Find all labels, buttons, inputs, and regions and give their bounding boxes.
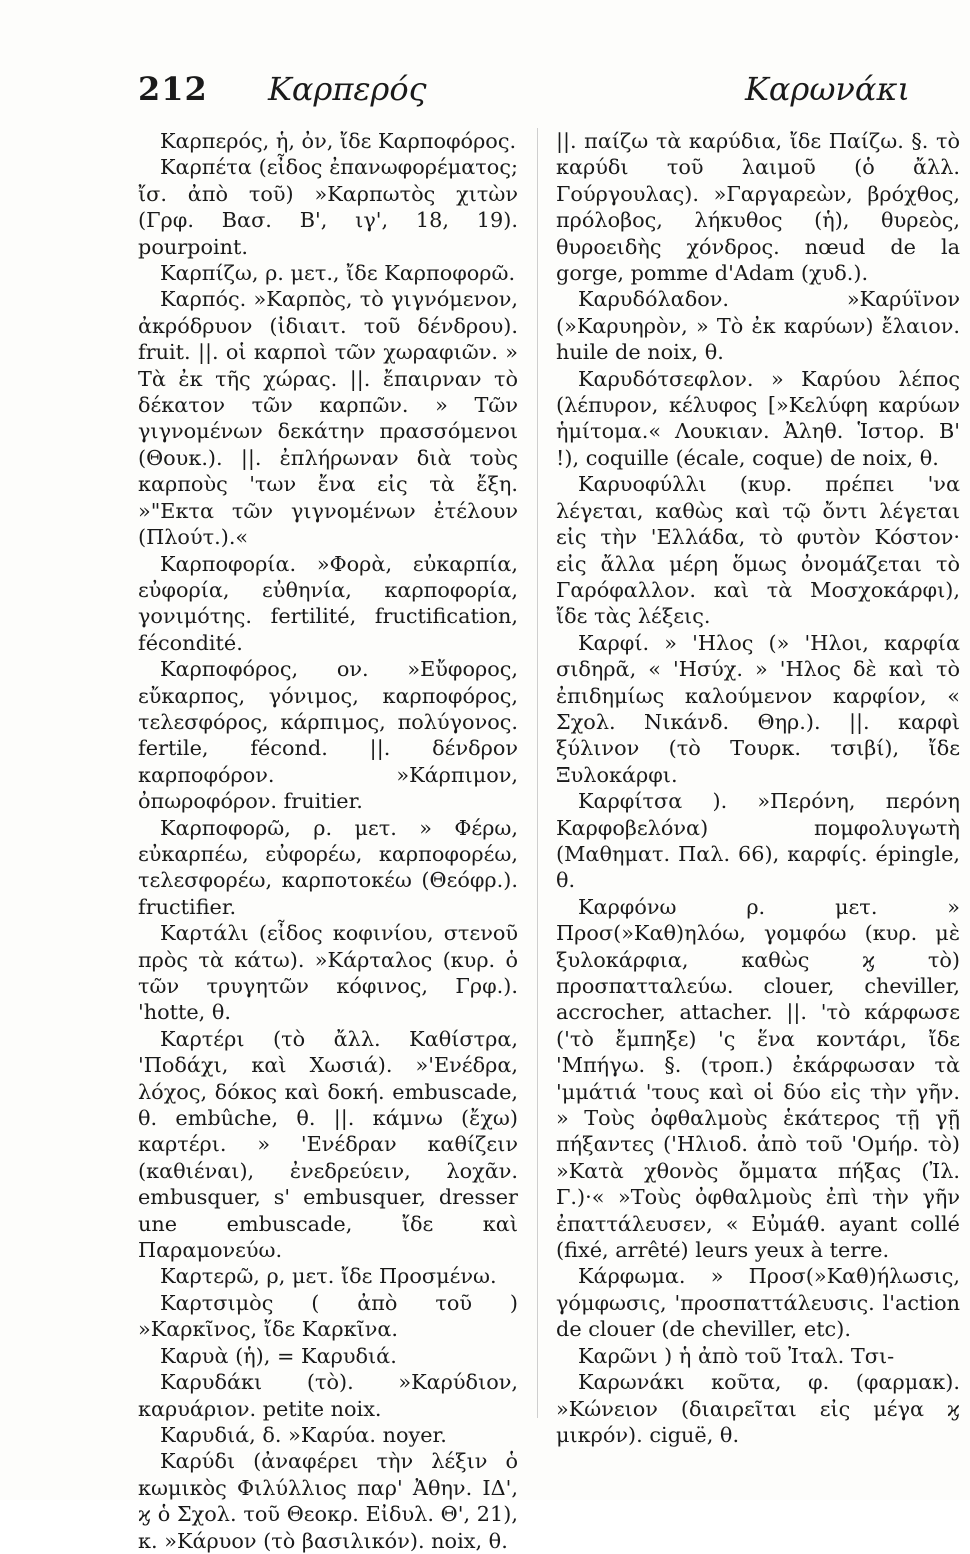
running-head-last-entry: Καρωνάκι — [744, 70, 910, 108]
right-column — [556, 128, 960, 1448]
dictionary-entry: Καρποφόρος, ον. »Εὔφορος, εὔκαρπος, γόνιμος, καρποφόρος, τελεσφόρος, κάρπιμος, πολύγονος. fertile, fécond. ||. δένδρον καρποφόρον. »Κάρπιμον, ὀπωροφόρον. fruitier. — [138, 657, 518, 814]
running-head-first-entry: Καρπερός — [268, 70, 427, 108]
dictionary-entry: Καρυδόλαδον. »Καρύϊνον (»Καρυηρὸν, » Τὸ ἐκ καρύων) ἔλαιον. huile de noix, θ. — [556, 287, 960, 365]
dictionary-entry: Κάρφωμα. » Προσ(»Καθ)ήλωσις, γόμφωσις, 'προσπαττάλευσις. l'action de clouer (de cheviller, etc). — [556, 1264, 960, 1342]
dictionary-entry: Καρῶνι ) ἡ ἀπὸ τοῦ Ἰταλ. Τσι- — [578, 1343, 895, 1368]
dictionary-entry: Καρτέρι (τὸ ἄλλ. Καθίστρα, 'Ποδάχι, καὶ Χωσιά). »'Ενέδρα, λόχος, δόκος καὶ δοκή. embuscade, θ. embûche, θ. ||. κάμνω (ἔχω) καρτέρι. » 'Ενέδραν καθίζειν (καθιέναι), ἐνεδρεύειν, λοχᾶν. embusquer, s' embusquer, dresser une embuscade, ἴδε καὶ Παραμονεύω. — [138, 1026, 518, 1263]
dictionary-entry: Καρφίτσα ). »Περόνη, περόνη Καρφοβελόνα) πομφολυγωτὴ (Μαθηματ. Παλ. 66), καρφίς. épingle, θ. — [556, 789, 960, 893]
dictionary-entry: Καρυδάκι (τὸ). »Καρύδιον, καρυάριον. petite noix. — [138, 1370, 518, 1421]
dictionary-entry-continued: ||. παίζω τὰ καρύδια, ἴδε Παίζω. §. τὸ καρύδι τοῦ λαιμοῦ (ὁ ἄλλ. Γούργουλας). »Γαργαρεὼν, βρόχθος, πρόλοβος, λήκυθος (ἡ), θυρεὸς, θυροειδὴς χόνδρος. nœud de la gorge, pomme d'Adam (χυδ.). — [556, 129, 960, 286]
dictionary-entry: Καρπός. »Καρπὸς, τὸ γιγνόμενον, ἀκρόδρυον (ἰδιαιτ. τοῦ δένδρου). fruit. ||. οἱ καρποὶ τῶν χωραφιῶν. » Τὰ ἐκ τῆς χώρας. ||. ἔπαιρναν τὸ δέκατον τῶν καρπῶν. » Τῶν γιγνομένων δεκάτην πρασσόμενοι (Θουκ.). ||. ἐπλήρωναν διὰ τοὺς καρποὺς 'των ἔνα εἰς τὰ ἔξη. »"Εκτα τῶν γιγνομένων ἐτέλουν (Πλούτ.).« — [138, 287, 518, 550]
column-divider — [537, 128, 538, 1418]
dictionary-entry: Καρφόνω ρ. μετ. » Προσ(»Καθ)ηλόω, γομφόω (κυρ. μὲ ξυλοκάρφια, καθὼς ϗ τὸ) προσπατταλεύω. clouer, cheviller, accrocher, attacher. ||. 'τὸ κάρφωσε ('τὸ ἔμπηξε) 'ς ἕνα κοντάρι, ἴδε 'Μπήγω. §. (τροπ.) ἐκάρφωσαν τὰ 'μμάτιά 'τους καὶ οἱ δύο εἰς τὴν γῆν. » Τοὺς ὀφθαλμοὺς ἑκάτερος τῇ γῇ πήξαντες ('Ηλιοδ. ἀπὸ τοῦ 'Ομήρ. τὸ) »Κατὰ χθονὸς ὄμματα πήξας (Ἰλ. Γ.)·« »Τοὺς ὀφθαλμοὺς ἐπὶ τὴν γῆν ἐπαττάλευσεν, « Εὐμάθ. ayant collé (fixé, arrêté) leurs yeux à terre. — [556, 894, 960, 1263]
dictionary-entry: Καρπίζω, ρ. μετ., ἴδε Καρποφορῶ. — [160, 261, 516, 286]
left-column — [138, 128, 518, 1554]
dictionary-entry: Καρποφορία. »Φορὰ, εὐκαρπία, εὐφορία, εὐθηνία, καρποφορία, γονιμότης. fertilité, fructification, fécondité. — [138, 551, 518, 655]
dictionary-entry: Καρυδιά, δ. »Καρύα. noyer. — [160, 1422, 447, 1447]
dictionary-entry: Καρπερός, ἡ, ὀν, ἴδε Καρποφόρος. — [160, 129, 517, 153]
page-header — [138, 70, 910, 120]
dictionary-entry: Καρυοφύλλι (κυρ. πρέπει 'να λέγεται, καθὼς καὶ τῷ ὄντι λέγεται εἰς τὴν 'Ελλάδα, τὸ φυτὸν Κόστον· εἰς ἄλλα μέρη ὅμως ὀνομάζεται τὸ Γαρόφαλλον. καὶ τὰ Μοσχοκάρφι), ἴδε τὰς λέξεις. — [556, 472, 960, 629]
dictionary-entry: Καρυδότσεφλον. » Καρύου λέπος (λέπυρον, κέλυφος [»Κελύφη καρύων ἡμίτομα.« Λουκιαν. Ἀληθ. Ἱστορ. Β' !), coquille (écale, coque) de noix, θ. — [556, 366, 960, 470]
dictionary-entry: Καρωνάκι κοῦτα, φ. (φαρμακ). »Κώνειον (διαιρεῖται εἰς μέγα ϗ μικρόν). ciguë, θ. — [556, 1370, 960, 1447]
dictionary-entry: Καρύδι (ἀναφέρει τὴν λέξιν ὁ κωμικὸς Φιλύλλιος παρ' Ἀθην. ΙΔ', ϗ ὁ Σχολ. τοῦ Θεοκρ. Εἰδυλ. Θ', 21), κ. »Κάρυον (τὸ βασιλικόν). noix, θ. — [138, 1449, 518, 1553]
dictionary-entry: Καρποφορῶ, ρ. μετ. » Φέρω, εὐκαρπέω, εὐφορέω, καρποφορέω, τελεσφορέω, καρποτοκέω (Θεόφρ.). fructifier. — [138, 815, 518, 919]
dictionary-entry: Καρυὰ (ἡ), = Καρυδιά. — [160, 1343, 397, 1368]
dictionary-entry: Καρτάλι (εἶδος κοφινίου, στενοῦ πρὸς τὰ κάτω). »Κάρταλος (κυρ. ὁ τῶν τρυγητῶν κόφινος, Γρφ.). 'hotte, θ. — [138, 921, 518, 1025]
dictionary-entry: Καρτερῶ, ρ, μετ. ἴδε Προσμένω. — [160, 1264, 497, 1289]
dictionary-entry: Καρπέτα (εἶδος ἐπανωφορέματος; ἴσ. ἀπὸ τοῦ) »Καρπωτὸς χιτὼν (Γρφ. Βασ. Β', ιγ', 18, 19). pourpoint. — [138, 155, 518, 259]
dictionary-entry: Καρφί. » 'Ηλος (» 'Ηλοι, καρφία σιδηρᾶ, « 'Ησύχ. » 'Ηλος δὲ καὶ τὸ ἐπιδημίως καλούμενον καρφίον, « Σχολ. Νικάνδ. Θηρ.). ||. καρφὶ ξύλινον (τὸ Τουρκ. τσιβί), ἴδε Ξυλοκάρφι. — [556, 630, 960, 787]
dictionary-entry: Καρτσιμὸς ( ἀπὸ τοῦ ) »Καρκῖνος, ἴδε Καρκῖνα. — [138, 1290, 518, 1342]
page-number: 212 — [138, 70, 208, 108]
